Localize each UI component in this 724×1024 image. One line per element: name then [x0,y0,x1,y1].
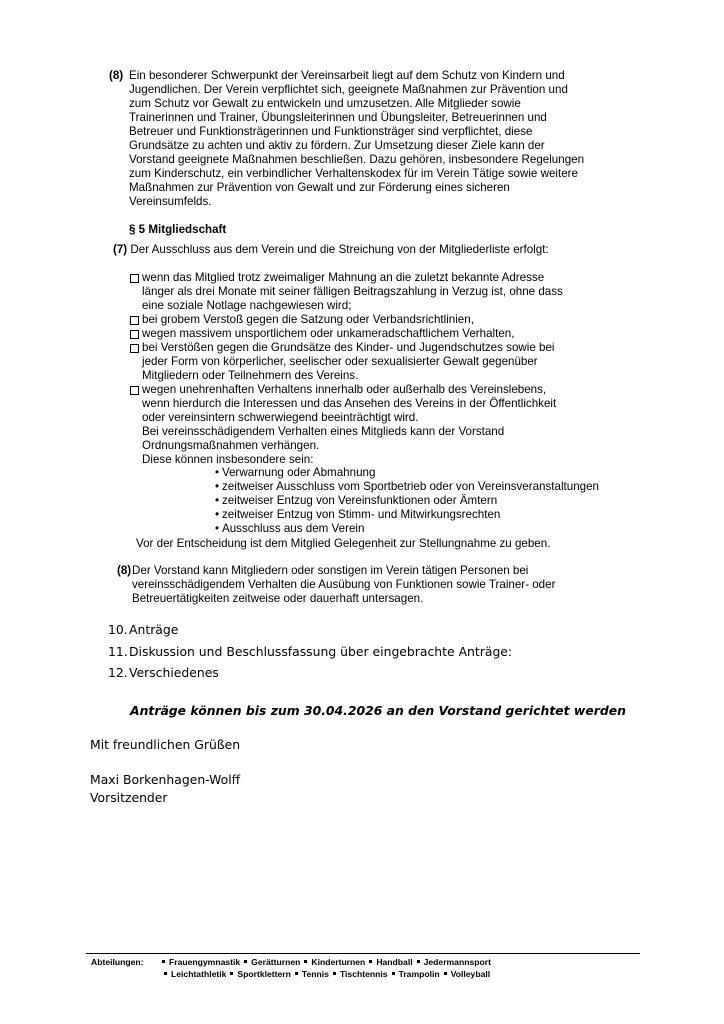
sanction-item: • Ausschluss aus dem Verein [215,522,635,536]
text-line: Trainerinnen und Trainer, Übungsleiterinnen und Übungsleiter, Betreuerinnen und [129,111,547,124]
bullet-square-icon [333,972,336,975]
text-line: bei grobem Verstoß gegen die Satzung oder Verbandsrichtlinien, [142,313,474,326]
department-name: Volleyball [450,969,491,979]
text-line: Ordnungsmaßnahmen verhängen. [142,439,320,452]
text-line: oder vereinsintern schwerwiegend beeinträchtigt wird. [142,411,419,424]
department-name: Trampolin [398,969,440,979]
sanction-item: • zeitweiser Ausschluss vom Sportbetrieb oder von Vereinsveranstaltungen [215,480,635,494]
department-name: Kinderturnen [311,957,366,967]
sanction-item: • Verwarnung oder Abmahnung [215,466,635,480]
paragraph-number: (8) [117,564,132,577]
department-name: Jedermannsport [423,957,491,967]
list-item [130,383,650,425]
list-item [130,341,650,383]
department-name: Sportklettern [237,969,291,979]
text-line: Betreuer und Funktionsträgerinnen und Funktionsträger sind verpflichtet, diese [129,125,533,138]
department-name: Tennis [301,969,329,979]
sanction-item: • zeitweiser Entzug von Stimm- und Mitwirkungsrechten [215,508,635,522]
footer-label: Abteilungen: [91,957,144,967]
bullet-square-icon [230,972,233,975]
paragraph-number: (8) [109,69,124,82]
paragraph-text [132,564,637,606]
signer-role: Vorsitzender [90,790,168,805]
text-line: Bei vereinsschädigendem Verhalten eines Mitglieds kann der Vorstand [142,425,505,438]
agenda-item: 12.Verschiedenes [108,665,219,680]
sanction-intro [142,425,622,467]
bullet-square-icon [162,960,165,963]
text-line: Vereinsumfelds. [129,195,212,208]
paragraph-intro: Der Ausschluss aus dem Verein und die Streichung von der Mitgliederliste erfolgt: [130,243,549,256]
sanction-item: • zeitweiser Entzug von Vereinsfunktionen oder Ämtern [215,494,635,508]
section-heading: § 5 Mitgliedschaft [129,223,227,236]
department-name: Leichtathletik [171,969,227,979]
text-line: vereinsschädigendem Verhalten die Ausübung von Funktionen sowie Trainer- oder [132,578,556,591]
paragraph-8-sanctions [117,564,637,606]
checkbox-icon [130,316,139,325]
footer-divider [86,953,640,954]
text-line: Maßnahmen zur Prävention von Gewalt und zur Förderung eines sicheren [129,181,510,194]
footer-row [91,968,651,980]
greeting: Mit freundlichen Grüßen [90,737,241,752]
sanctions-list [215,466,635,536]
deadline-notice: Anträge können bis zum 30.04.2026 an den Vorstand gerichtet werden [130,703,626,718]
agenda-item: 11.Diskussion und Beschlussfassung über eingebrachte Anträge: [108,643,513,659]
text-line: Mitgliedern oder Teilnehmern des Vereins. [142,369,359,382]
bullet-square-icon [444,972,447,975]
text-line: wegen massivem unsportlichem oder unkameradschaftlichem Verhalten, [142,327,515,340]
text-line: wenn hierdurch die Interessen und das Ansehen des Vereins in der Öffentlichkeit [142,397,557,410]
text-line: jeder Form von körperlicher, seelischer oder sexualisierter Gewalt gegenüber [142,355,538,368]
department-name: Frauengymnastik [169,957,241,967]
bullet-square-icon [392,972,395,975]
text-line: Der Vorstand kann Mitgliedern oder sonstigen im Verein tätigen Personen bei [132,564,529,577]
paragraph-number: (7) [113,243,128,256]
text-line: Ein besonderer Schwerpunkt der Vereinsarbeit liegt auf dem Schutz von Kindern und [129,69,565,82]
text-line: Jugendlichen. Der Verein verpflichtet sich, geeignete Maßnahmen zur Prävention und [129,83,568,96]
department-name: Gerätturnen [251,957,301,967]
text-line: Vorstand geeignete Maßnahmen beschließen. Dazu gehören, insbesondere Regelungen [129,153,585,166]
hearing-note: Vor der Entscheidung ist dem Mitglied Gelegenheit zur Stellungnahme zu geben. [136,537,551,550]
text-line: zum Kinderschutz, ein verbindlicher Verhaltenskodex für im Verein Tätige sowie weitere [129,167,578,180]
text-line: wenn das Mitglied trotz zweimaliger Mahnung an die zuletzt bekannte Adresse [142,271,545,284]
bullet-square-icon [295,972,298,975]
text-line: länger als drei Monate mit seiner fälligen Beitragszahlung in Verzug ist, ohne dass [142,285,563,298]
text-line: Betreuertätigkeiten zeitweise oder dauerhaft untersagen. [132,592,424,605]
paragraph-7-exclusion [113,243,653,257]
text-line: Grundsätze zu achten und aktiv zu fördern. Zur Umsetzung dieser Ziele kann der [129,139,545,152]
list-item [130,327,650,341]
department-name: Handball [376,957,413,967]
agenda-list [108,621,628,686]
text-line: zum Schutz vor Gewalt zu entwickeln und umzusetzen. Alle Mitglieder sowie [129,97,521,110]
department-name: Tischtennis [339,969,388,979]
bullet-square-icon [164,972,167,975]
footer-row [91,956,651,968]
list-item [130,271,650,313]
checkbox-icon [130,274,139,283]
bullet-square-icon [244,960,247,963]
text-line: wegen unehrenhaften Verhaltens innerhalb oder außerhalb des Vereinslebens, [142,383,547,396]
checkbox-icon [130,344,139,353]
text-line: Diese können insbesondere sein: [142,453,314,466]
paragraph-8-child-protection [109,69,629,209]
bullet-square-icon [304,960,307,963]
bullet-square-icon [369,960,372,963]
paragraph-text [129,69,629,209]
agenda-item: 10.Anträge [108,622,179,637]
signer-name: Maxi Borkenhagen-Wolff [90,772,241,787]
text-line: eine soziale Notlage nachgewiesen wird; [142,299,352,312]
checkbox-icon [130,330,139,339]
text-line: bei Verstößen gegen die Grundsätze des Kinder- und Jugendschutzes sowie bei [142,341,555,354]
list-item [130,313,650,327]
exclusion-reasons-list [130,271,650,425]
bullet-square-icon [417,960,420,963]
footer-departments [91,956,651,980]
checkbox-icon [130,386,139,395]
